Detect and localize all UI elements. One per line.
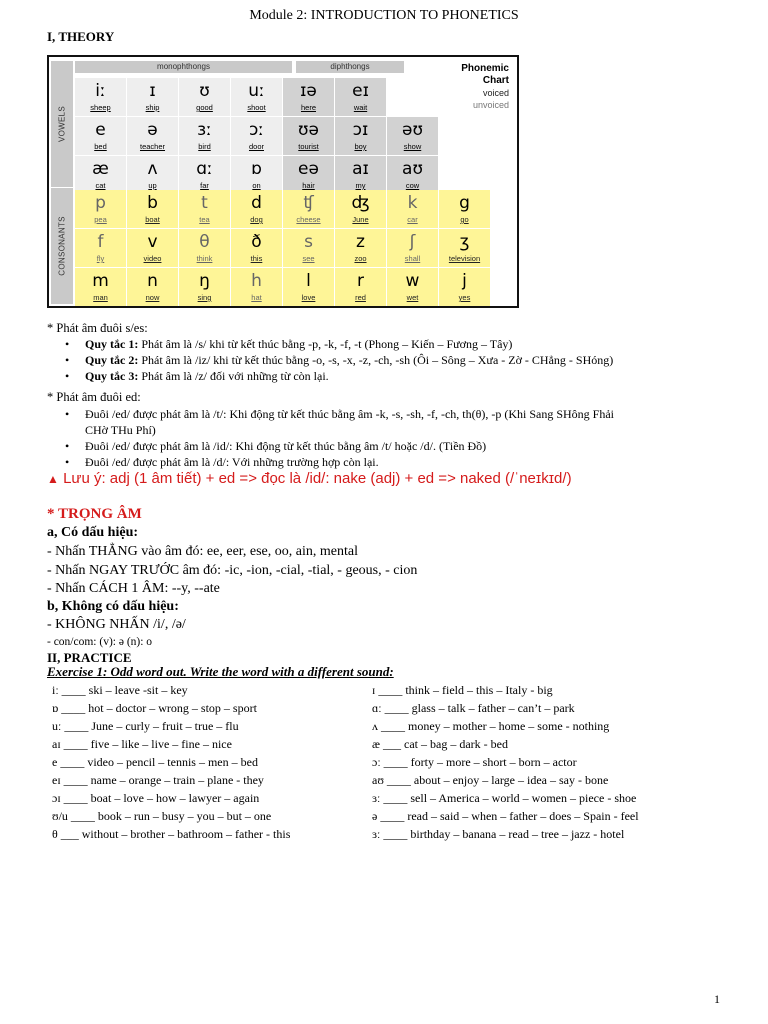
exercise-item: ɜː ____ sell – America – world – women – piece - shoe <box>372 791 637 805</box>
exercise-item: aʊ ____ about – enjoy – large – idea – say - bone <box>372 773 609 787</box>
vowel-cell <box>179 78 230 116</box>
phoneme-symbol: v <box>147 232 158 252</box>
vowel-cell <box>75 156 126 194</box>
example-word: tea <box>199 215 210 224</box>
ed-heading: * Phát âm đuôi ed: <box>47 390 141 404</box>
phoneme-symbol: t <box>201 193 208 213</box>
phoneme-symbol: ɜː <box>197 120 212 140</box>
exercise-title: Exercise 1: Odd word out. Write the word with a different sound: <box>47 664 394 679</box>
exercise-item: ɒ ____ hot – doctor – wrong – stop – sport <box>52 701 257 715</box>
ses-heading: * Phát âm đuôi s/es: <box>47 321 148 335</box>
consonant-cell <box>179 268 230 306</box>
example-word: boy <box>354 142 367 151</box>
consonant-cell <box>127 229 178 267</box>
phoneme-symbol: aʊ <box>402 159 423 179</box>
ed-rules-list <box>45 406 725 470</box>
vowel-cell <box>335 78 386 116</box>
vowel-cell <box>179 117 230 155</box>
phoneme-symbol: ɔɪ <box>352 120 369 140</box>
example-word: hair <box>302 181 315 190</box>
ses-rules-list <box>45 336 613 384</box>
exercise-item: ɜː ____ birthday – banana – read – tree – jazz - hotel <box>372 827 625 841</box>
section-practice-heading: II, PRACTICE <box>47 650 132 665</box>
exercise-item: ɪ ____ think – field – this – Italy - big <box>372 683 553 697</box>
example-word: teacher <box>139 142 166 151</box>
phoneme-symbol: ɒ <box>251 159 262 179</box>
example-word: door <box>248 142 264 151</box>
vowel-cell <box>75 117 126 155</box>
phoneme-symbol: m <box>92 271 109 291</box>
consonant-cell <box>179 190 230 228</box>
phoneme-symbol: n <box>147 271 158 291</box>
example-word: red <box>355 293 366 302</box>
phoneme-symbol: ə <box>147 120 158 140</box>
phoneme-symbol: eɪ <box>352 81 369 101</box>
phoneme-symbol: k <box>407 193 418 213</box>
consonant-cell <box>127 268 178 306</box>
phoneme-symbol: w <box>405 271 420 291</box>
consonant-cell <box>283 268 334 306</box>
example-word: fly <box>96 254 105 263</box>
phoneme-symbol: r <box>357 271 364 291</box>
ses-rule: • Quy tắc 3: Phát âm là /z/ đối với những từ còn lại. <box>85 368 613 384</box>
example-word: shall <box>404 254 421 263</box>
consonants-side-label: CONSONANTS <box>51 188 73 304</box>
exercise-item: æ ___ cat – bag – dark - bed <box>372 737 508 751</box>
example-word: cow <box>405 181 420 190</box>
exercise-item: ʌ ____ money – mother – home – some - nothing <box>372 719 610 733</box>
example-word: wet <box>406 293 419 302</box>
phoneme-symbol: e <box>95 120 106 140</box>
consonant-cell <box>75 268 126 306</box>
consonant-cell <box>387 268 438 306</box>
vowel-cell <box>283 117 334 155</box>
example-word: cheese <box>296 215 321 224</box>
phoneme-symbol: ŋ <box>199 271 210 291</box>
phoneme-symbol: l <box>306 271 311 291</box>
phoneme-symbol: ʊə <box>298 120 319 140</box>
phoneme-symbol: ʧ <box>303 193 314 213</box>
legend-title: Phonemic <box>461 63 509 74</box>
example-word: up <box>148 181 157 190</box>
phoneme-symbol: əʊ <box>402 120 423 140</box>
stress-line: - con/com: (v): ə (n): o <box>47 636 153 648</box>
consonant-cell <box>387 229 438 267</box>
phoneme-symbol: j <box>462 271 467 291</box>
consonant-cell <box>231 268 282 306</box>
vowel-cell <box>127 156 178 194</box>
phoneme-symbol: æ <box>92 159 109 179</box>
phoneme-symbol: uː <box>248 81 265 101</box>
vowel-cell <box>335 117 386 155</box>
stress-line: - KHÔNG NHẤN /i/, /ə/ <box>47 617 186 632</box>
ses-rule: • Quy tắc 2: Phát âm là /iz/ khi từ kết thúc bằng -o, -s, -x, -z, -ch, -sh (Ôi – Sông – Xưa - Zờ - CHẳng - SHóng) <box>85 352 613 368</box>
stress-line: - Nhấn CÁCH 1 ÂM: --y, --ate <box>47 581 220 596</box>
phoneme-symbol: s <box>304 232 313 252</box>
phoneme-symbol: d <box>251 193 262 213</box>
vowel-cell <box>231 117 282 155</box>
example-word: here <box>300 103 316 112</box>
example-word: sheep <box>90 103 111 112</box>
example-word: pea <box>94 215 107 224</box>
example-word: zoo <box>354 254 367 263</box>
consonant-cell <box>283 229 334 267</box>
phoneme-symbol: eə <box>298 159 319 179</box>
exercise-item: uː ____ June – curly – fruit – true – flu <box>52 719 239 733</box>
consonant-cell <box>231 190 282 228</box>
example-word: bed <box>94 142 107 151</box>
consonant-cell <box>335 190 386 228</box>
stress-line: - Nhấn NGAY TRƯỚC âm đó: -ic, -ion, -cial, -tial, - geous, - cion <box>47 563 418 578</box>
consonant-cell <box>283 190 334 228</box>
page-title: Module 2: INTRODUCTION TO PHONETICS <box>249 8 519 23</box>
phonemic-chart <box>47 55 519 308</box>
exercise-item: θ ___ without – brother – bathroom – father - this <box>52 827 291 841</box>
example-word: television <box>448 254 481 263</box>
example-word: tourist <box>298 142 319 151</box>
example-word: man <box>93 293 108 302</box>
chart-legend <box>429 63 509 111</box>
consonant-cell <box>439 268 490 306</box>
exercise-item: iː ____ ski – leave -sit – key <box>52 683 188 697</box>
phoneme-symbol: ʃ <box>409 232 416 252</box>
consonant-cell <box>335 268 386 306</box>
ed-rule-continuation: CHờ THu Phí) <box>85 423 156 437</box>
vowel-cell <box>75 78 126 116</box>
legend-voiced: voiced <box>482 88 509 98</box>
example-word: see <box>302 254 315 263</box>
phoneme-symbol: ʤ <box>351 193 370 213</box>
phoneme-symbol: ɑː <box>196 159 213 179</box>
consonant-cell <box>439 190 490 228</box>
exercise-item: aɪ ____ five – like – live – fine – nice <box>52 737 232 751</box>
monophthongs-header: monophthongs <box>75 61 292 73</box>
example-word: boat <box>145 215 160 224</box>
example-word: show <box>403 142 422 151</box>
example-word: video <box>143 254 162 263</box>
legend-title-2: Chart <box>482 75 509 86</box>
phoneme-symbol: p <box>95 193 106 213</box>
diphthongs-header: diphthongs <box>296 61 404 73</box>
phoneme-symbol: g <box>459 193 470 213</box>
example-word: go <box>460 215 469 224</box>
vowels-side-label: VOWELS <box>51 61 73 187</box>
phoneme-symbol: aɪ <box>352 159 369 179</box>
example-word: good <box>196 103 213 112</box>
vowel-cell <box>387 117 438 155</box>
vowel-cell <box>283 78 334 116</box>
vowel-cell <box>335 156 386 194</box>
consonant-cell <box>179 229 230 267</box>
vowel-cell <box>179 156 230 194</box>
ed-rule: • Đuôi /ed/ được phát âm là /id/: Khi động từ kết thúc bằng âm /t/ hoặc /d/. (Tiền Đồ) <box>85 438 725 454</box>
stress-a-heading: a, Có dấu hiệu: <box>47 525 139 540</box>
ed-rule: • Đuôi /ed/ được phát âm là /t/: Khi động từ kết thúc bằng âm -k, -s, -sh, -f, -ch, th(θ), -p (Khi Sang SHông Fhải <box>85 406 725 422</box>
vowel-cell <box>231 78 282 116</box>
exercise-item: ʊ/u ____ book – run – busy – you – but – one <box>52 809 272 823</box>
example-word: think <box>196 254 213 263</box>
example-word: hat <box>251 293 262 302</box>
stress-line: - Nhấn THẲNG vào âm đó: ee, eer, ese, oo, ain, mental <box>47 544 358 559</box>
example-word: love <box>301 293 316 302</box>
phoneme-symbol: h <box>251 271 262 291</box>
example-word: bird <box>198 142 211 151</box>
consonant-cell <box>75 229 126 267</box>
ses-rule: • Quy tắc 1: Phát âm là /s/ khi từ kết thúc bằng -p, -k, -f, -t (Phong – Kiến – Fương – Tây) <box>85 336 613 352</box>
phoneme-symbol: ʒ <box>459 232 470 252</box>
exercise-item: ɑː ____ glass – talk – father – can’t – park <box>372 701 575 715</box>
example-word: dog <box>250 215 263 224</box>
consonant-cell <box>439 229 490 267</box>
phoneme-symbol: z <box>356 232 365 252</box>
phoneme-symbol: ɪ <box>149 81 156 101</box>
phoneme-symbol: ʌ <box>147 159 158 179</box>
exercise-item: e ____ video – pencil – tennis – men – bed <box>52 755 258 769</box>
vowel-cell <box>127 78 178 116</box>
example-word: ship <box>145 103 160 112</box>
exercise-item: ə ____ read – said – when – father – does – Spain - feel <box>372 809 639 823</box>
example-word: wait <box>353 103 368 112</box>
stress-heading: * TRỌNG ÂM <box>47 506 142 522</box>
phoneme-symbol: f <box>97 232 104 252</box>
phoneme-symbol: b <box>147 193 158 213</box>
section-theory-heading: I, THEORY <box>47 29 115 44</box>
example-word: sing <box>197 293 212 302</box>
example-word: car <box>407 215 418 224</box>
vowel-cell <box>231 156 282 194</box>
vowel-cell <box>283 156 334 194</box>
consonant-cell <box>75 190 126 228</box>
example-word: my <box>355 181 366 190</box>
example-word: cat <box>95 181 106 190</box>
caution-note: ▲ Lưu ý: adj (1 âm tiết) + ed => đọc là /id/: nake (adj) + ed => naked (/ˈneɪkɪd/) <box>47 470 572 487</box>
legend-unvoiced: unvoiced <box>472 100 509 110</box>
example-word: on <box>252 181 261 190</box>
consonant-cell <box>387 190 438 228</box>
vowel-cell <box>127 117 178 155</box>
exercise-item: eɪ ____ name – orange – train – plane - they <box>52 773 264 787</box>
example-word: now <box>145 293 160 302</box>
example-word: shoot <box>247 103 266 112</box>
consonant-cell <box>335 229 386 267</box>
consonant-cell <box>231 229 282 267</box>
example-word: far <box>200 181 209 190</box>
exercise-item: ɔɪ ____ boat – love – how – lawyer – again <box>52 791 260 805</box>
phoneme-symbol: ɪə <box>300 81 317 101</box>
consonant-cell <box>127 190 178 228</box>
example-word: June <box>352 215 369 224</box>
phoneme-symbol: ɔː <box>248 120 265 140</box>
vowel-cell <box>387 156 438 194</box>
example-word: this <box>250 254 263 263</box>
phoneme-symbol: iː <box>95 81 106 101</box>
example-word: yes <box>458 293 471 302</box>
warning-triangle-icon: ▲ <box>47 472 59 486</box>
stress-b-heading: b, Không có dấu hiệu: <box>47 599 179 614</box>
exercise-item: ɔː ____ forty – more – short – born – actor <box>372 755 577 769</box>
ed-rule: • Đuôi /ed/ được phát âm là /d/: Với những trường hợp còn lại. <box>85 454 725 470</box>
phoneme-symbol: θ <box>199 232 210 252</box>
page-number: 1 <box>714 992 720 1006</box>
phoneme-symbol: ð <box>251 232 262 252</box>
phoneme-symbol: ʊ <box>199 81 210 101</box>
